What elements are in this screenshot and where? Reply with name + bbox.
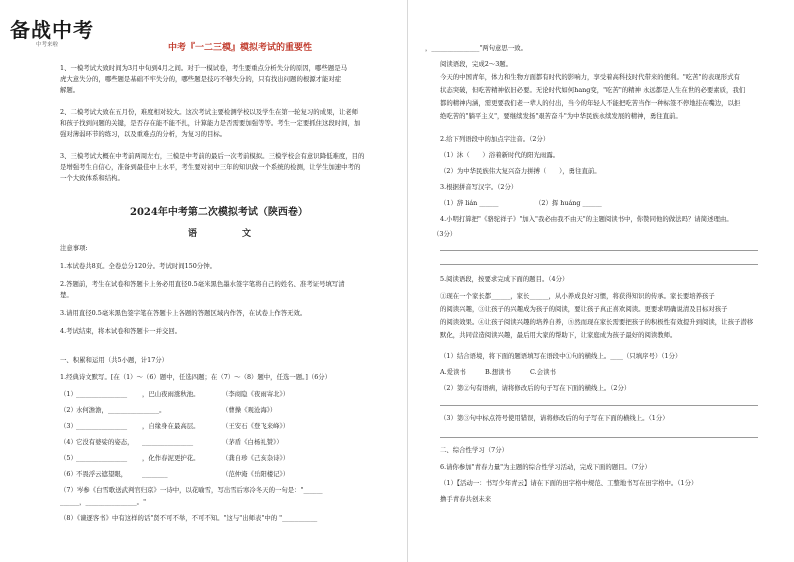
text-line: 2、二模考试大致在五月份，难度相对较大。这次考试主要检测学校以及学生在第一轮复习的成果，让老师 bbox=[60, 108, 359, 116]
section2-heading: 二、综合性学习（7分） bbox=[440, 446, 508, 454]
column-divider bbox=[407, 0, 408, 562]
passage-line: 绝吃苦的"躺平主义"，要继续发扬"艰苦奋斗"为中华民族永续发展的精神，勇往直前。 bbox=[440, 112, 682, 120]
answer-line[interactable] bbox=[440, 437, 758, 438]
question-4-score: （3分） bbox=[433, 230, 457, 238]
answer-line[interactable] bbox=[440, 405, 758, 406]
question-6: 6.请你参加"青春力量"为主题的综合性学习活动，完成下面的题目。（7分） bbox=[440, 463, 651, 471]
passage-line: 都的精神内涵，需更要我们老一辈人的付出，当今的年轻人不能把吃苦当作一种标签不停地挂在嘴边，以拒 bbox=[440, 99, 741, 107]
option-c[interactable]: C.会读书 bbox=[530, 368, 556, 376]
question-2-b: （2）为中华民族伟大复兴奋力拼搏（ ），勇往直前。 bbox=[440, 167, 601, 175]
exam-title: 2024年中考第二次模拟考试（陕西卷） bbox=[130, 207, 308, 218]
text-line: 和孩子找到问题的关键，是否存在能不能不扎，计算能力是否需要加强等等。考生一定要抓住这段时间，加 bbox=[60, 119, 361, 127]
passage-line: 默化，共同营造阅读兴趣，最后用大家的帮助下，让家庭成为孩子最好的阅读教师。 bbox=[440, 331, 677, 339]
question-3-a: （1）辞 lián ______ bbox=[440, 199, 499, 207]
continued-line: ，_______________"两句意思一致。 bbox=[425, 44, 527, 52]
answer-line[interactable] bbox=[440, 264, 758, 265]
passage-line: 的阅读效果。④让孩子阅读兴趣的培养自养，⑤然而现在家长需要把孩子的积极性有效提升到阅读，让孩子潜移 bbox=[440, 318, 754, 326]
logo-subtext: 中考来啦 bbox=[36, 42, 59, 48]
question-5: 5.阅读语段，按要求完成下面的题目。（4分） bbox=[440, 275, 569, 283]
calligraphy-phrase: 撸手青春共创未来 bbox=[440, 495, 492, 503]
answer-line[interactable] bbox=[440, 250, 758, 251]
brand-logo bbox=[10, 14, 128, 54]
passage-line: ①现在一个家长都______，家长______，从小养成良好习惯，将获得知识的传承。家长要培养孩子 bbox=[440, 292, 715, 300]
note-item: 楚。 bbox=[60, 291, 73, 299]
question-5-c: （3）第③句中标点符号使用错误，请将修改后的句子写在下面的横线上。（1分） bbox=[440, 414, 669, 422]
passage-line: 的阅读兴趣，③让孩子的兴趣成为孩子的阅读，要让孩子真正喜欢阅读。更要求明确说清及目标对孩子 bbox=[440, 305, 728, 313]
text-line: 虎大意失分的，哪些题是基础不牢失分的，哪些题是技巧不够失分的，只有找出问题的根源才能对症 bbox=[60, 75, 342, 83]
exam-subject: 语 文 bbox=[188, 229, 270, 239]
question-6-a: （1）【活动一：书写少年青云】请在下面的田字格中规范、工整地书写在田字格中。（1分） bbox=[440, 479, 698, 487]
text-line: 1、一模考试大致时间为3月中旬到4月之间。对于一模试卷，考生要重点分析失分的原因，哪些题是马 bbox=[60, 64, 347, 72]
question-3: 3.根据拼音写汉字。（2分） bbox=[440, 183, 518, 191]
text-line: 强对薄弱环节的练习，以及重难点的分析，为复习的目标。 bbox=[60, 130, 227, 138]
question-4: 4.小明打算把"《骆驼祥子》"加入"我必由我不由天"的主题阅读书中，你赞同他的做法吗？请简述理由。 bbox=[440, 215, 733, 223]
question-2: 2.给下列语段中的加点字注音。（2分） bbox=[440, 135, 550, 143]
passage-line: 今天的中国青年，体力和生物方面都有时代的影响力，享受着高科技时代带来的便利。"吃苦"的表现形式有 bbox=[440, 73, 740, 81]
text-line: 一个大致体系和结构。 bbox=[60, 174, 124, 182]
reading-intro: 阅读语段，完成2～3题。 bbox=[440, 60, 513, 68]
question-1: 1.经典诗文默写。[在（1）～（6）题中，任选四题；在（7）～（8）题中，任选一题。]（6分） bbox=[60, 373, 332, 381]
question-2-a: （1）沐（ ）浴着新时代的阳光雨露。 bbox=[440, 151, 560, 159]
note-item: 1.本试卷共8页。全卷总分120分。考试时间150分钟。 bbox=[60, 262, 216, 270]
notes-heading: 注意事项: bbox=[60, 244, 88, 252]
passage-line: 状态突破，但吃苦精神依旧必要。无论时代如何hang变，"吃苦"的精神 永远都是人生在世的必要素质，我们 bbox=[440, 86, 746, 94]
option-a[interactable]: A.爱读书 bbox=[440, 368, 466, 376]
text-line: 解题。 bbox=[60, 86, 80, 94]
question-8: （8）《谏逐客书》中有这样的话"贤不可不举，不可不知。"这与"出师表"中的 "___________ bbox=[60, 514, 318, 522]
note-item: 4.考试结束，将本试卷和答题卡一并交回。 bbox=[60, 327, 182, 335]
question-5-b: （2）第②句有语病，请将修改后的句子写在下面的横线上。（2分） bbox=[440, 384, 631, 392]
question-5-a: （1）结合语境，将下面的题语填写在语段中①句的横线上。____（只填序号）（1分） bbox=[440, 352, 682, 360]
note-item: 3.请用直径0.5毫米黑色签字笔在答题卡上各题的答题区域内作答，在试卷上作答无效。 bbox=[60, 309, 307, 317]
text-line: 3、三模考试大概在中考前两周左右，三模是中考前的最后一次考前模拟。三模学校会有意识降低难度，目的 bbox=[60, 152, 365, 160]
section1-heading: 一、积累和运用（共5小题，计17分） bbox=[60, 356, 169, 364]
question-7: （7）岑参《白雪歌送武判官归京》一诗中，以花喻雪，写出雪后寒冷冬天的一句是："______ bbox=[60, 486, 323, 494]
logo-text: 备战中考 bbox=[10, 18, 94, 42]
question-7-cont: ______，________________。" bbox=[60, 498, 147, 506]
exam-sheet: 备战中考 中考来啦 中考『一二三模』模拟考试的重要性 1、一模考试大致时间为3月中旬到4月之间。对于一模试卷，考生要重点分析失分的原因，哪些题是马 虎大意失分的，哪些题是基础不牢失分的，哪些题是技巧不够失分的，只有找出问题的根源才能对症 解题。 2、二模考试大致在五月份，难度相对较大。这次考试主要检测学校以及学生在第一轮复习的成果，让老师 和孩子找到问题的关键，是否存在能不能不扎，计算能力是否需要加强等等。考生一定要抓住这段时间，加 强对薄弱环节的练习，以及重难点的分析，为复习的目标。 3、三模考试大概在中考前两周左右，三模是中考前的最后一次考前模拟。三模学校会有意识降低难度，目的 是增强考生自信心，准备到最佳中上水平，考生要对初中三年的知识做一个系统的检测，让学生加速中考的 一个大致体系和结构。 2024年中考第二次模拟考试（陕西卷） 语 文 注意事项: 1.本试卷共8页。全卷总分120分。考试时间150分钟。 2.答题前，考生在试卷和答题卡上务必用直径0.5毫米黑色墨水签字笔将自己的姓名、准考证号填写清 楚。 3.请用直径0.5毫米黑色签字笔在答题卡上各题的答题区域内作答，在试卷上作答无效。 4.考试结束，将本试卷和答题卡一并交回。 一、积累和运用（共5小题，计17分） 1.经典诗文默写。[在（1）～（6）题中，任选四题；在（7）～（8）题中，任选一题。]（6分） （1） ________________ ，巴山夜雨涨秋池。 （李商隐《夜雨寄北》） （2） 水何澹澹，________________。 （曹操《观沧海》） （3） ________________ ，自缘身在最高层。 （王安石《登飞来峰》） （4） 它没有婆娑的姿态， ________________ （茅盾《白杨礼赞》） （5） ________________ ，化作春泥更护花。 （龚自珍《己亥杂诗》） （6） 不畏浮云遮望眼， ________ （范仲淹《岳阳楼记》） （7）岑参《白雪歌送武判官归京》一诗中，以花喻雪，写出雪后寒冷冬天的一句是："______ ______，________________。" （8）《谏逐客书》中有这样的话"贤不可不举，不可不知。"这与"出师表"中的 "___________ ，_______________"两句意思一致。 阅读语段，完成2～3题。 今天的中国青年，体力和生物方面都有时代的影响力，享受着高科技时代带来的便利。"吃苦"的表现形式有 状态突破，但吃苦精神依旧必要。无论时代如何hang变，"吃苦"的精神 永远都是人生在世的必要素质，我们 都的精神内涵，需更要我们老一辈人的付出，当今的年轻人不能把吃苦当作一种标签不停地挂在嘴边，以拒 绝吃苦的"躺平主义"，要继续发扬"艰苦奋斗"为中华民族永续发展的精神，勇往直前。 2.给下列语段中的加点字注音。（2分） （1）沐（ ）浴着新时代的阳光雨露。 （2）为中华民族伟大复兴奋力拼搏（ ），勇往直前。 3.根据拼音写汉字。（2分） （1）辞 lián ______ （2）挥 huáng ______ 4.小明打算把"《骆驼祥子》"加入"我必由我不由天"的主题阅读书中，你赞同他的做法吗？请简述理由。 （3分） 5.阅读语段，按要求完成下面的题目。（4分） ①现在一个家长都______，家长______，从小养成良好习惯，将获得知识的传承。家长要培养孩子 的阅读兴趣，③让孩子的兴趣成为孩子的阅读，要让孩子真正喜欢阅读。更要求明确说清及目标对孩子 的阅读效果。④让孩子阅读兴趣的培养自养，⑤然而现在家长需要把孩子的积极性有效提升到阅读，让孩子潜移 默化，共同营造阅读兴趣，最后用大家的帮助下，让家庭成为孩子最好的阅读教师。 （1）结合语境，将下面的题语填写在语段中①句的横线上。____（只填序号）（1分） A.爱读书 B.想读书 C.会读书 （2）第②句有语病，请将修改后的句子写在下面的横线上。（2分） （3）第③句中标点符号使用错误，请将修改后的句子写在下面的横线上。（1分） 二、综合性学习（7分） 6.请你参加"青春力量"为主题的综合性学习活动，完成下面的题目。（7分） （1）【活动一：书写少年青云】请在下面的田字格中规范、工整地书写在田字格中。（1分） 撸手青春共创未来 bbox=[0, 0, 794, 562]
note-item: 2.答题前，考生在试卷和答题卡上务必用直径0.5毫米黑色墨水签字笔将自己的姓名、准考证号填写清 bbox=[60, 280, 345, 288]
option-b[interactable]: B.想读书 bbox=[485, 368, 511, 376]
text-line: 是增强考生自信心，准备到最佳中上水平，考生要对初中三年的知识做一个系统的检测，让学生加速中考的 bbox=[60, 163, 361, 171]
importance-heading: 中考『一二三模』模拟考试的重要性 bbox=[168, 43, 313, 53]
question-3-b: （2）挥 huáng ______ bbox=[535, 199, 602, 207]
